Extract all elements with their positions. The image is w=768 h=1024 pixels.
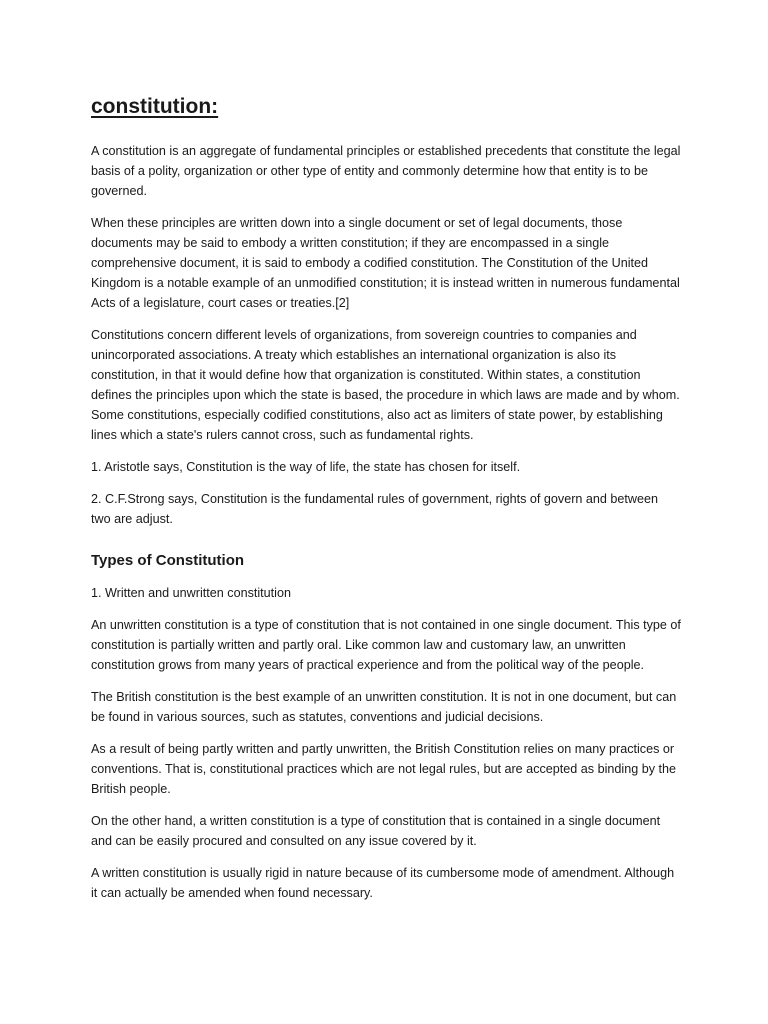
section-heading-types: Types of Constitution <box>91 552 245 569</box>
paragraph-strong-quote: 2. C.F.Strong says, Constitution is the fundamental rules of government, rights of govern and between two are adjust. <box>91 492 659 526</box>
paragraph-british-example: The British constitution is the best example of an unwritten constitution. It is not in one document, but can be found in various sources, such as statutes, conventions and judicial decisions. <box>91 690 677 724</box>
paragraph-aristotle-quote: 1. Aristotle says, Constitution is the way of life, the state has chosen for itself. <box>91 460 521 474</box>
list-item-written-unwritten: 1. Written and unwritten constitution <box>91 586 291 600</box>
document-title: constitution: <box>91 95 219 118</box>
paragraph-written-codified: When these principles are written down into a single document or set of legal documents, those documents may be said to embody a written constitution; if they are encompassed in a single comprehensive document, it is said to embody a codified constitution. The Constitution of the United Kingdom is a notable example of an unmodified constitution; it is instead written in numerous fundamental Acts of a legislature, court cases or treaties.[2] <box>91 216 680 310</box>
paragraph-organization-levels: Constitutions concern different levels of organizations, from sovereign countries to companies and unincorporated associations. A treaty which establishes an international organization is also its constitution, in that it would define how that organization is constituted. Within states, a constitution defines the principles upon which the state is based, the procedure in which laws are made and by whom. Some constitutions, especially codified constitutions, also act as limiters of state power, by establishing lines which a state's rulers cannot cross, such as fundamental rights. <box>91 328 680 442</box>
paragraph-written-definition: On the other hand, a written constitution is a type of constitution that is contained in a single document and can be easily procured and consulted on any issue covered by it. <box>91 814 661 848</box>
paragraph-british-conventions: As a result of being partly written and partly unwritten, the British Constitution relies on many practices or conventions. That is, constitutional practices which are not legal rules, but are accepted as binding by the British people. <box>91 742 677 796</box>
paragraph-definition: A constitution is an aggregate of fundamental principles or established precedents that constitute the legal basis of a polity, organization or other type of entity and commonly determine how that entity is to be governed. <box>91 144 681 198</box>
paragraph-written-rigid: A written constitution is usually rigid in nature because of its cumbersome mode of amendment. Although it can actually be amended when found necessary. <box>91 866 675 900</box>
paragraph-unwritten-definition: An unwritten constitution is a type of constitution that is not contained in one single document. This type of constitution is partially written and partly oral. Like common law and customary law, an unwritten constitution grows from many years of practical experience and from the political way of the people. <box>91 618 681 672</box>
document-page <box>91 92 681 915</box>
